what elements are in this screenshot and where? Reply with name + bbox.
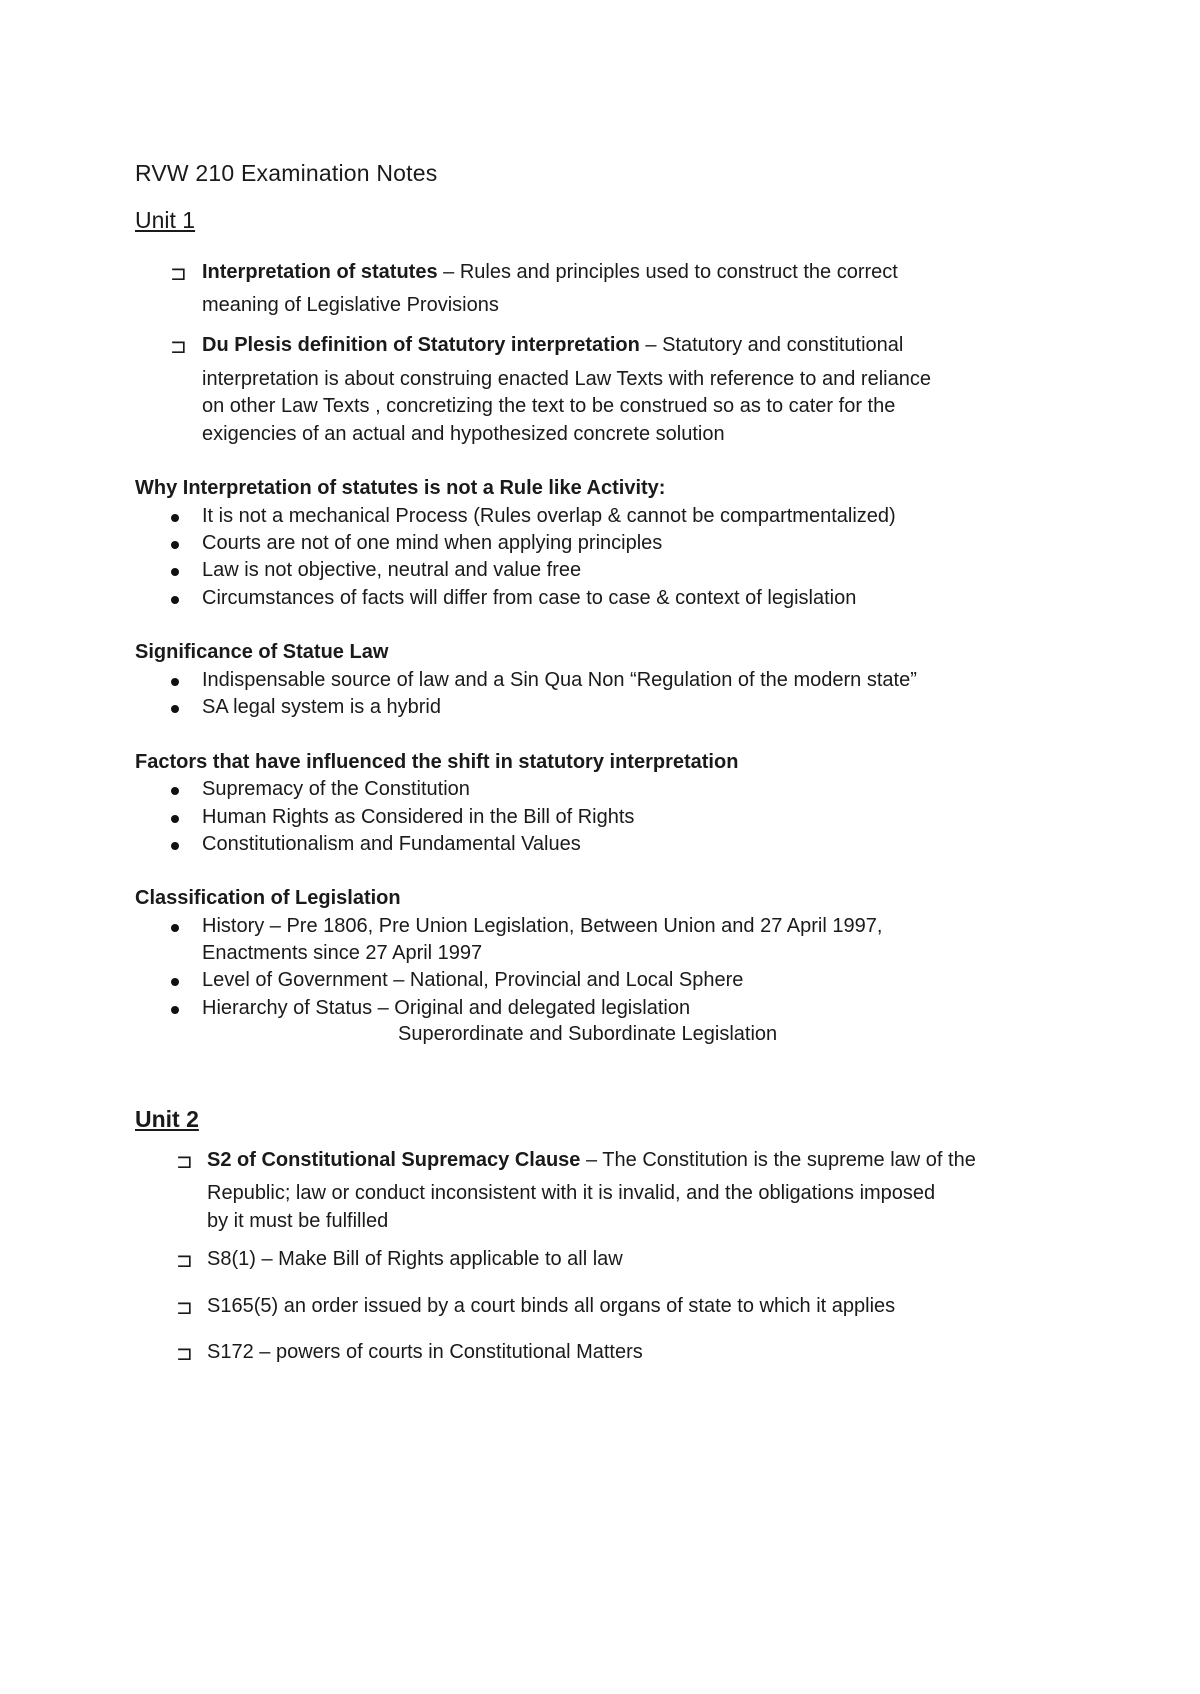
list-item: SA legal system is a hybrid: [202, 696, 441, 718]
box-bullet-icon: ⊐: [176, 1341, 193, 1365]
box-bullet-icon: ⊐: [176, 1149, 193, 1173]
definition-line: [202, 334, 903, 357]
definition-text: exigencies of an actual and hypothesized concrete solution: [202, 423, 725, 445]
bullet-icon: [171, 568, 179, 576]
definition-term: Interpretation of statutes: [202, 261, 438, 283]
bullet-icon: [171, 842, 179, 850]
box-bullet-icon: ⊐: [170, 261, 187, 285]
list-item-continuation: Superordinate and Subordinate Legislation: [398, 1023, 778, 1045]
definition-text: by it must be fulfilled: [207, 1210, 389, 1232]
definition-text: on other Law Texts , concretizing the text to be construed so as to cater for the: [202, 395, 896, 417]
box-bullet-icon: ⊐: [176, 1248, 193, 1272]
list-item: S172 – powers of courts in Constitutional Matters: [207, 1341, 643, 1363]
list-item: Circumstances of facts will differ from case to case & context of legislation: [202, 587, 857, 609]
bullet-icon: [171, 978, 179, 986]
list-item: Human Rights as Considered in the Bill of Rights: [202, 806, 635, 828]
bullet-icon: [171, 924, 179, 932]
section-heading: Classification of Legislation: [135, 887, 401, 909]
section-heading: Why Interpretation of statutes is not a Rule like Activity:: [135, 477, 666, 499]
bullet-icon: [171, 596, 179, 604]
bullet-icon: [171, 705, 179, 713]
definition-term: S2 of Constitutional Supremacy Clause: [207, 1149, 581, 1171]
bullet-icon: [171, 541, 179, 549]
definition-term: Du Plesis definition of Statutory interpretation: [202, 334, 640, 356]
definition-text: Statutory and constitutional: [662, 334, 904, 356]
definition-separator: –: [580, 1149, 603, 1171]
bullet-icon: [171, 787, 179, 795]
list-item: S8(1) – Make Bill of Rights applicable to all law: [207, 1248, 623, 1270]
definition-line: [202, 261, 898, 284]
section-heading: Significance of Statue Law: [135, 641, 389, 663]
list-item: History – Pre 1806, Pre Union Legislation, Between Union and 27 April 1997,: [202, 915, 883, 937]
document-title: RVW 210 Examination Notes: [135, 160, 438, 186]
list-item: Law is not objective, neutral and value free: [202, 559, 582, 581]
definition-text: Republic; law or conduct inconsistent with it is invalid, and the obligations imposed: [207, 1182, 936, 1204]
definition-text: Rules and principles used to construct the correct: [459, 261, 898, 283]
list-item-continuation: Enactments since 27 April 1997: [202, 942, 483, 964]
list-item: Indispensable source of law and a Sin Qua Non “Regulation of the modern state”: [202, 669, 917, 691]
list-item: Level of Government – National, Provincial and Local Sphere: [202, 969, 744, 991]
bullet-icon: [171, 514, 179, 522]
section-heading: Factors that have influenced the shift in statutory interpretation: [135, 751, 739, 773]
list-item: Constitutionalism and Fundamental Values: [202, 833, 581, 855]
bullet-icon: [171, 678, 179, 686]
definition-separator: –: [639, 334, 663, 356]
unit-1-heading: Unit 1: [135, 207, 196, 233]
bullet-icon: [171, 1006, 179, 1014]
box-bullet-icon: ⊐: [170, 334, 187, 358]
unit-2-heading: Unit 2: [135, 1106, 199, 1132]
definition-text: meaning of Legislative Provisions: [202, 294, 499, 316]
list-item: It is not a mechanical Process (Rules overlap & cannot be compartmentalized): [202, 505, 896, 527]
bullet-icon: [171, 815, 179, 823]
list-item: Courts are not of one mind when applying principles: [202, 532, 663, 554]
list-item: S165(5) an order issued by a court binds all organs of state to which it applies: [207, 1295, 896, 1317]
list-item: Hierarchy of Status – Original and delegated legislation: [202, 997, 691, 1019]
box-bullet-icon: ⊐: [176, 1295, 193, 1319]
definition-separator: –: [437, 261, 460, 283]
definition-text: interpretation is about construing enacted Law Texts with reference to and reliance: [202, 368, 931, 390]
list-item: Supremacy of the Constitution: [202, 778, 470, 800]
definition-line: [207, 1149, 976, 1172]
definition-text: The Constitution is the supreme law of the: [602, 1149, 976, 1171]
